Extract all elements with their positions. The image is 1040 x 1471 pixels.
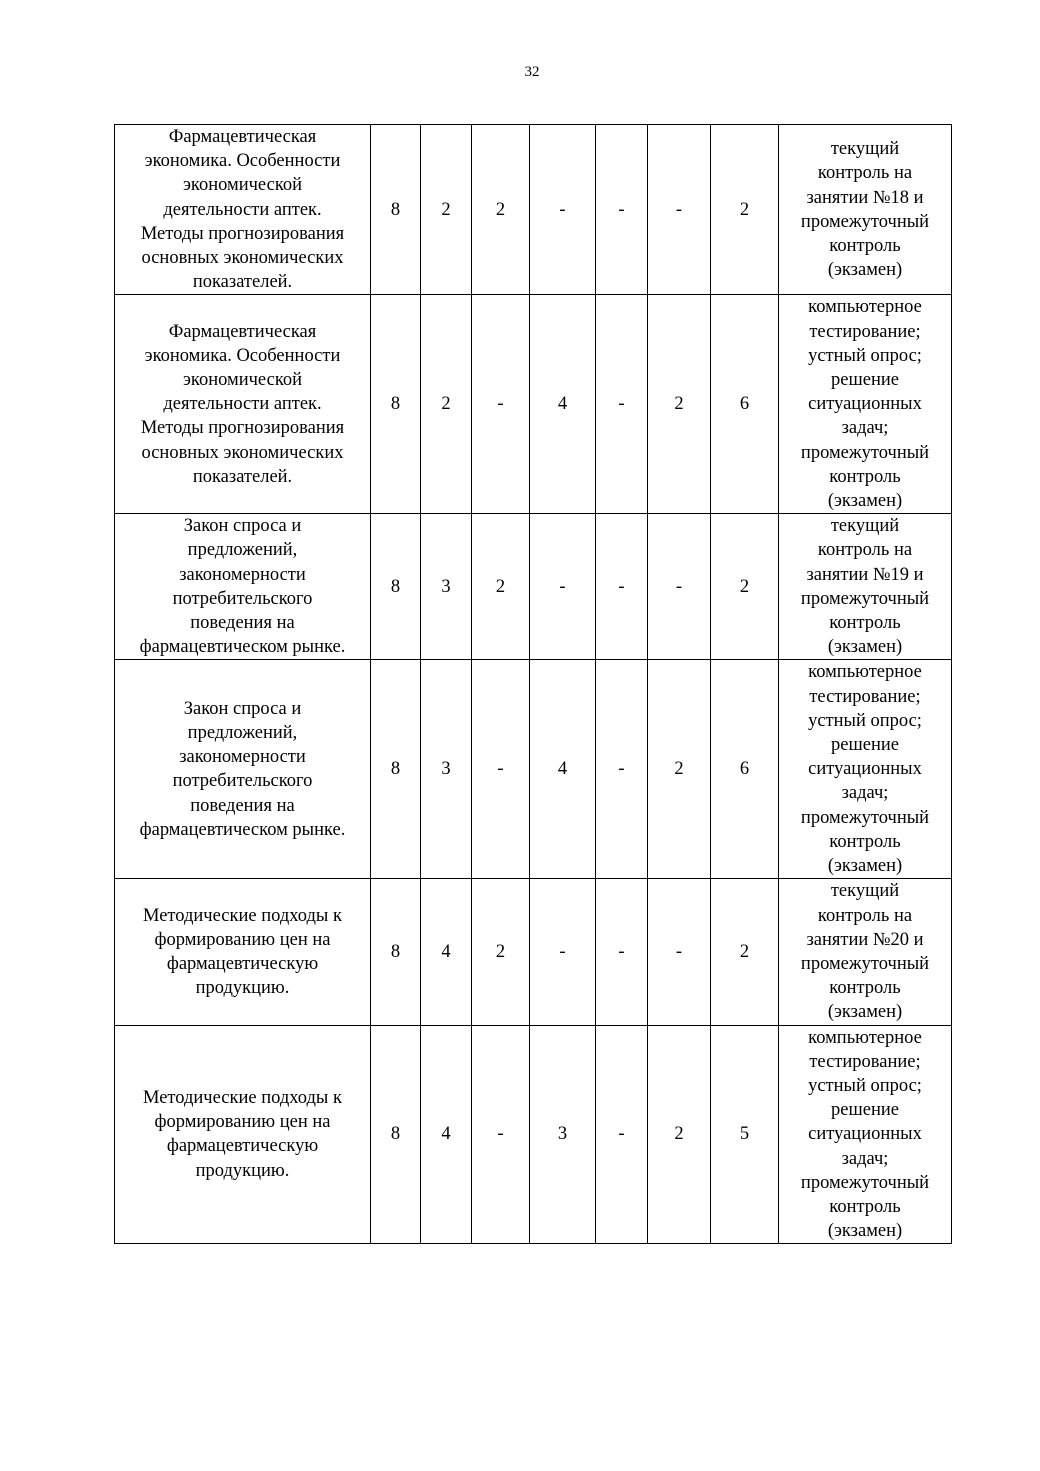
hours-cell: 8	[371, 660, 421, 879]
control-line: промежуточный	[800, 1172, 930, 1193]
table-row	[115, 514, 952, 660]
topic-line: Методические подходы к	[143, 1088, 342, 1109]
control-line: промежуточный	[800, 807, 930, 828]
hours-cell: 2	[648, 295, 711, 514]
hours-cell: -	[596, 879, 648, 1025]
hours-cell: 8	[371, 1025, 421, 1244]
control-line: решение	[831, 1100, 899, 1121]
hours-cell: -	[648, 125, 711, 295]
control-line: занятии №19 и	[806, 564, 924, 585]
topic-cell	[115, 660, 371, 879]
control-line: промежуточный	[800, 588, 930, 609]
hours-cell: -	[648, 879, 711, 1025]
control-line: контроль	[829, 235, 901, 256]
hours-cell: -	[472, 1025, 530, 1244]
hours-cell: 2	[421, 125, 472, 295]
control-line: устный опрос;	[808, 1075, 922, 1096]
hours-cell: 2	[648, 660, 711, 879]
hours-cell: 2	[472, 514, 530, 660]
topic-line: показателей.	[192, 272, 293, 293]
control-line: устный опрос;	[808, 710, 922, 731]
hours-cell: -	[596, 660, 648, 879]
control-line: контроль	[829, 1196, 901, 1217]
topic-line: Методы прогнозирования	[140, 418, 345, 439]
page-number: 32	[524, 64, 540, 80]
topic-line: экономика. Особенности	[144, 151, 341, 172]
topic-line: предложений,	[187, 540, 298, 561]
control-line: занятии №18 и	[806, 187, 924, 208]
hours-cell: -	[530, 879, 596, 1025]
control-line: тестирование;	[809, 321, 921, 342]
hours-cell: -	[596, 125, 648, 295]
topic-line: деятельности аптек.	[163, 394, 322, 415]
topic-line: формированию цен на	[154, 1112, 331, 1133]
control-line: решение	[831, 735, 899, 756]
table-row	[115, 1025, 952, 1244]
control-form-cell	[779, 295, 952, 514]
topic-line: Методические подходы к	[143, 905, 342, 926]
hours-cell: 2	[421, 295, 472, 514]
hours-cell: 8	[371, 295, 421, 514]
control-line: ситуационных	[808, 1124, 922, 1145]
control-line: занятии №20 и	[806, 929, 924, 950]
control-line: (экзамен)	[827, 1002, 903, 1023]
hours-cell: -	[472, 295, 530, 514]
control-line: компьютерное	[808, 297, 922, 318]
control-line: промежуточный	[800, 442, 930, 463]
hours-cell: -	[472, 660, 530, 879]
topic-line: фармацевтическом рынке.	[139, 819, 346, 840]
topic-line: Фармацевтическая	[168, 127, 317, 147]
control-line: компьютерное	[808, 1027, 922, 1048]
control-line: контроль	[829, 831, 901, 852]
topic-cell	[115, 879, 371, 1025]
control-line: тестирование;	[809, 1051, 921, 1072]
table-body	[115, 125, 952, 1244]
topic-line: потребительского	[172, 771, 313, 792]
topic-cell	[115, 125, 371, 295]
hours-cell: 2	[711, 125, 779, 295]
hours-cell: 8	[371, 514, 421, 660]
hours-cell: 3	[421, 660, 472, 879]
topic-line: закономерности	[179, 564, 306, 585]
control-line: текущий	[830, 516, 900, 537]
control-line: текущий	[830, 139, 900, 160]
topic-line: Фармацевтическая	[168, 321, 317, 342]
control-line: (экзамен)	[827, 1221, 903, 1242]
hours-cell: -	[596, 514, 648, 660]
hours-cell: 8	[371, 125, 421, 295]
topic-line: предложений,	[187, 722, 298, 743]
control-line: контроль на	[817, 905, 913, 926]
topic-line: Методы прогнозирования	[140, 223, 345, 244]
control-line: контроль	[829, 613, 901, 634]
topic-cell	[115, 514, 371, 660]
control-form-cell	[779, 514, 952, 660]
curriculum-table	[114, 124, 952, 1244]
hours-cell: 6	[711, 295, 779, 514]
control-form-cell	[779, 1025, 952, 1244]
topic-line: продукцию.	[195, 1160, 290, 1181]
hours-cell: 2	[711, 514, 779, 660]
control-line: контроль на	[817, 540, 913, 561]
hours-cell: 2	[648, 1025, 711, 1244]
hours-cell: -	[648, 514, 711, 660]
topic-line: экономической	[182, 175, 303, 196]
topic-line: фармацевтическую	[166, 953, 319, 974]
control-form-cell	[779, 125, 952, 295]
hours-cell: 2	[472, 879, 530, 1025]
control-line: ситуационных	[808, 394, 922, 415]
topic-line: закономерности	[179, 747, 306, 768]
topic-line: Закон спроса и	[183, 516, 302, 537]
table-row	[115, 295, 952, 514]
topic-cell	[115, 295, 371, 514]
control-line: задач;	[841, 783, 889, 804]
table-row	[115, 879, 952, 1025]
topic-line: поведения на	[190, 795, 295, 816]
topic-line: потребительского	[172, 588, 313, 609]
control-line: (экзамен)	[827, 637, 903, 658]
topic-line: продукцию.	[195, 978, 290, 999]
hours-cell: 3	[530, 1025, 596, 1244]
control-line: промежуточный	[800, 211, 930, 232]
hours-cell: 5	[711, 1025, 779, 1244]
topic-line: фармацевтическую	[166, 1136, 319, 1157]
topic-line: экономической	[182, 370, 303, 391]
hours-cell: 4	[421, 1025, 472, 1244]
hours-cell: -	[596, 1025, 648, 1244]
control-line: промежуточный	[800, 953, 930, 974]
control-line: решение	[831, 370, 899, 391]
hours-cell: 2	[472, 125, 530, 295]
hours-cell: 3	[421, 514, 472, 660]
hours-cell: 4	[421, 879, 472, 1025]
control-line: задач;	[841, 1148, 889, 1169]
control-form-cell	[779, 879, 952, 1025]
topic-line: показателей.	[192, 466, 293, 487]
control-line: (экзамен)	[827, 491, 903, 512]
topic-line: Закон спроса и	[183, 698, 302, 719]
table-row	[115, 660, 952, 879]
control-line: ситуационных	[808, 759, 922, 780]
hours-cell: -	[596, 295, 648, 514]
control-line: контроль	[829, 466, 901, 487]
control-line: текущий	[830, 881, 900, 902]
hours-cell: 2	[711, 879, 779, 1025]
topic-line: поведения на	[190, 613, 295, 634]
topic-line: фармацевтическом рынке.	[139, 637, 346, 658]
control-line: тестирование;	[809, 686, 921, 707]
control-form-cell	[779, 660, 952, 879]
control-line: компьютерное	[808, 662, 922, 683]
hours-cell: 8	[371, 879, 421, 1025]
hours-cell: -	[530, 514, 596, 660]
topic-line: основных экономических	[141, 442, 344, 463]
hours-cell: -	[530, 125, 596, 295]
topic-line: деятельности аптек.	[163, 199, 322, 220]
topic-line: формированию цен на	[154, 929, 331, 950]
control-line: (экзамен)	[827, 856, 903, 877]
table-row	[115, 125, 952, 295]
control-line: контроль	[829, 978, 901, 999]
topic-line: экономика. Особенности	[144, 345, 341, 366]
hours-cell: 6	[711, 660, 779, 879]
topic-line: основных экономических	[141, 248, 344, 269]
hours-cell: 4	[530, 660, 596, 879]
control-line: контроль на	[817, 163, 913, 184]
control-line: устный опрос;	[808, 345, 922, 366]
topic-cell	[115, 1025, 371, 1244]
control-line: (экзамен)	[827, 260, 903, 281]
control-line: задач;	[841, 418, 889, 439]
hours-cell: 4	[530, 295, 596, 514]
